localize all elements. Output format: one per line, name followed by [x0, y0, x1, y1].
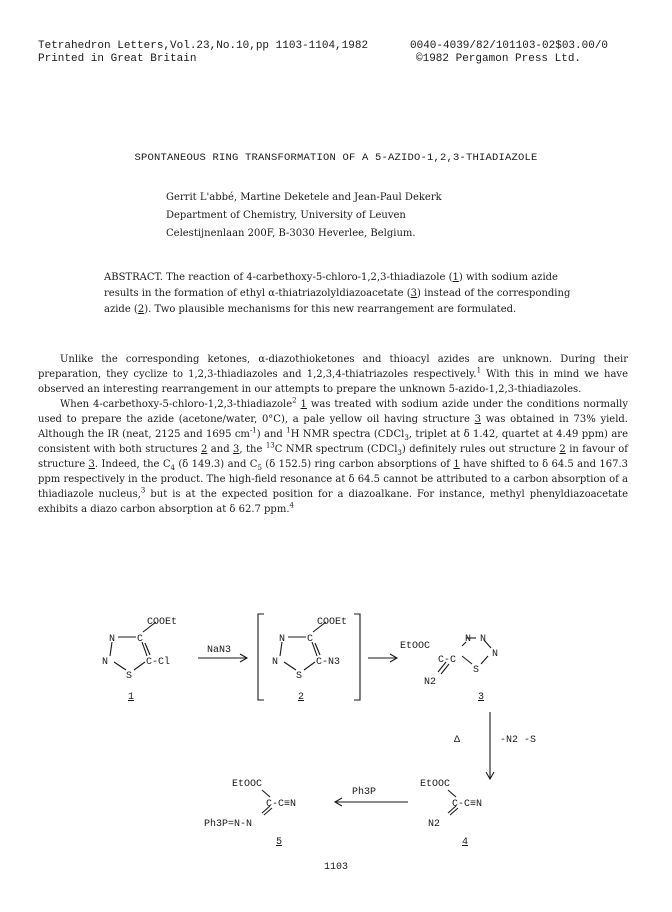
c2-ester: COOEt — [317, 617, 348, 628]
c4-n2: N2 — [428, 819, 441, 830]
c3-n: N — [492, 649, 499, 660]
loss-n2-s: -N2 -S — [500, 735, 537, 746]
printed-in: Printed in Great Britain — [38, 53, 197, 65]
author-department: Department of Chemistry, University of Leuven — [166, 210, 406, 221]
c3-ester: EtOOC — [400, 641, 431, 652]
author-names: Gerrit L'abbé, Martine Deketele and Jean-Paul Dekerk — [166, 192, 442, 203]
compound-ref: 1 — [452, 272, 459, 283]
abstract-label: ABSTRACT. — [104, 272, 163, 283]
reagent-ph3p: Ph3P — [352, 787, 377, 798]
c2-n: N — [272, 657, 279, 668]
c1-c: C — [137, 634, 144, 645]
footnote-ref: 1 — [476, 366, 482, 375]
compound-label-1: 1 — [128, 692, 135, 703]
c1-ester: COOEt — [147, 617, 178, 628]
page-number: 1103 — [323, 862, 348, 873]
c4-ester: EtOOC — [420, 779, 451, 790]
journal-citation: Tetrahedron Letters,Vol.23,No.10,pp 1103-1104,1982 — [38, 40, 369, 52]
author-address: Celestijnenlaan 200F, B-3030 Heverlee, Belgium. — [166, 228, 416, 239]
compound-label-5: 5 — [276, 837, 283, 848]
c1-n: N — [102, 657, 109, 668]
c3-n: N — [465, 634, 472, 645]
c3-n: N — [480, 634, 487, 645]
c2-s: S — [296, 671, 303, 682]
compound-ref: 2 — [137, 304, 145, 315]
c3-n2: N2 — [424, 677, 437, 688]
reaction-scheme — [0, 600, 672, 850]
compound-label-3: 3 — [478, 692, 485, 703]
c1-ccl: C-Cl — [146, 657, 171, 668]
copyright: ©1982 Pergamon Press Ltd. — [416, 53, 582, 65]
c4-ccn: C-C≡N — [452, 799, 483, 810]
paragraph-2: When 4-carbethoxy-5-chloro-1,2,3-thiadiazole$^2$ 1 was treated with sodium azide under the conditions normally used to prepare the azide (acetone/water, 0°C), a pale yellow oil having structure 3 was obtained in 73% yield. Although the IR (neat, 2125 and 1695 $cm^{-1}$) and $^1$H NMR spectra (CDCl$_3$, triplet at δ 1.42, quartet at 4.49 ppm) are consistent with both structures 2 and 3, the $^{13}$C NMR spectrum (CDCl$_3$) definitely rules out structure 2 in favour of structure 3. Indeed, the $C_4$ (δ 149.3) and $C_5$ (δ 152.5) ring carbon absorptions of 1 have shifted to δ 64.5 and 167.3 ppm respectively in the product. The high-field resonance at δ 64.5 cannot be attributed to a carbon absorption of a thiadiazole nucleus,$^3$ but is at the expected position for a diazoalkane. For instance, methyl phenyldiazoacetate exhibits a diazo carbon absorption at δ 62.7 ppm.$^4$ — [38, 396, 629, 515]
footnote-ref: 3 — [140, 486, 146, 495]
c1-s: S — [126, 671, 133, 682]
body-text — [38, 352, 628, 517]
c2-cn3: C-N3 — [316, 657, 341, 668]
c3-s: S — [473, 665, 480, 676]
abstract: ABSTRACT. The reaction of 4-carbethoxy-5-chloro-1,2,3-thiadiazole (1) with sodium azide results in the formation of ethyl α-thiatriazolyldiazoacetate (3) instead of the corresponding azide (2). Two plausible mechanisms for this new rearrangement are formulated. — [104, 272, 571, 315]
delta-symbol: Δ — [454, 735, 461, 746]
c5-ccn: C-C≡N — [266, 799, 297, 810]
article-code: 0040-4039/82/101103-02$03.00/0 — [410, 40, 609, 52]
c5-phosphazine: Ph3P=N-N — [204, 819, 253, 830]
footnote-ref: 4 — [289, 501, 294, 510]
compound-ref: 3 — [410, 288, 418, 299]
c3-cc: C-C — [438, 655, 457, 666]
compound-label-2: 2 — [298, 692, 305, 703]
c2-c: C — [307, 634, 314, 645]
c5-ester: EtOOC — [232, 779, 263, 790]
paragraph-1: Unlike the corresponding ketones, α-diazothioketones and thioacyl azides are unknown. During their preparation, they cyclize to 1,2,3-thiadiazoles and 1,2,3,4-thiatriazoles respectively.$^1$ With this in mind we have observed an interesting rearrangement in our attempts to prepare the unknown 5-azido-1,2,3-thiadiazoles. — [38, 354, 628, 395]
c1-n: N — [109, 634, 116, 645]
c2-n: N — [279, 634, 286, 645]
compound-label-4: 4 — [462, 837, 469, 848]
article-title: SPONTANEOUS RING TRANSFORMATION OF A 5-AZIDO-1,2,3-THIADIAZOLE — [134, 152, 538, 164]
reagent-nan3: NaN3 — [207, 645, 232, 656]
footnote-ref: 2 — [292, 396, 297, 405]
